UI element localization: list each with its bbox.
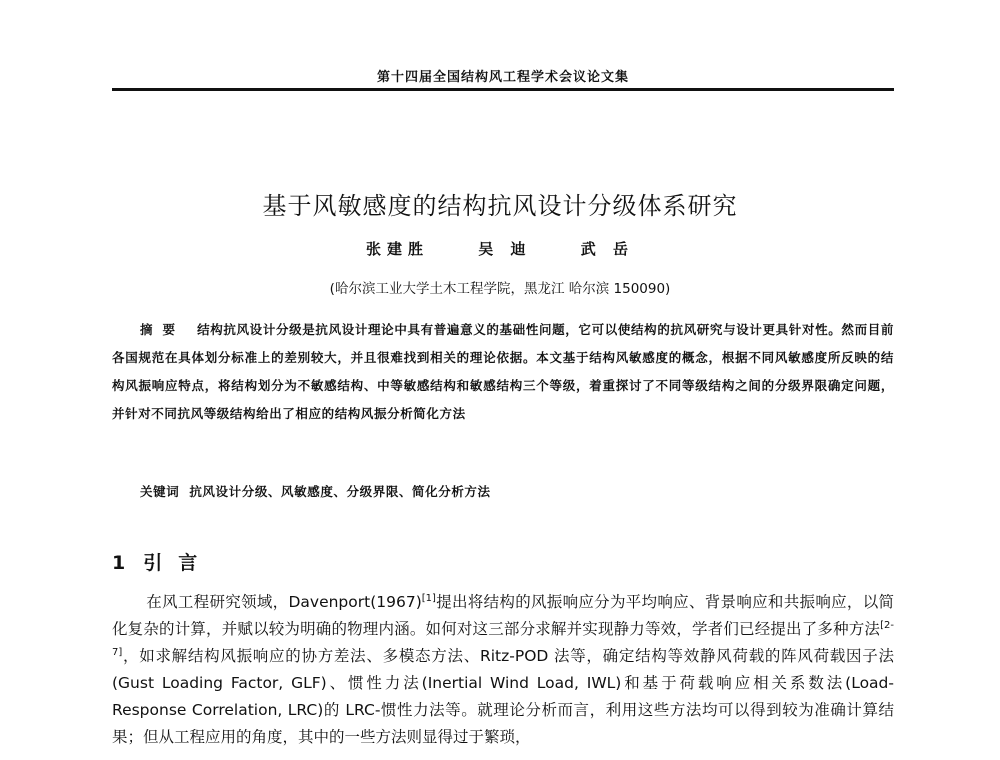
section-heading (112, 548, 213, 575)
body-text-part: 提出将结构的风振响应分为平均响应、背景响应和共振响应，以简化复杂的计算，并赋以较为明确的物理内涵。如何对这三部分求解并实现静力等效，学者们已经提出了多种方法 (112, 593, 894, 638)
body-text-part: 在风工程研究领域，Davenport(1967) (146, 593, 422, 611)
paper-title: 基于风敏感度的结构抗风设计分级体系研究 (262, 192, 738, 220)
keywords-label: 关键词 (140, 484, 180, 499)
abstract-label: 摘要 (140, 322, 186, 337)
section-number: 1 (112, 552, 126, 574)
author-list (0, 238, 1000, 259)
keywords (140, 480, 894, 504)
keywords-text: 抗风设计分级、风敏感度、分级界限、简化分析方法 (189, 484, 491, 499)
header-rule (112, 88, 894, 91)
author: 吴 迪 (478, 240, 532, 258)
running-header: 第十四届全国结构风工程学术会议论文集 (376, 70, 629, 85)
abstract-text: 结构抗风设计分级是抗风设计理论中具有普遍意义的基础性问题，它可以使结构的抗风研究与设计更具针对性。然而目前各国规范在具体划分标准上的差别较大，并且很难找到相关的理论依据。本文基于结构风敏感度的概念，根据不同风敏感度所反映的结构风振响应特点，将结构划分为不敏感结构、中等敏感结构和敏感结构三个等级，着重探讨了不同等级结构之间的分级界限确定问题，并针对不同抗风等级结构给出了相应的结构风振分析简化方法 (112, 322, 894, 421)
abstract (112, 316, 894, 428)
author: 张建胜 (366, 240, 430, 258)
citation-ref: [2-7] (112, 620, 894, 658)
citation-ref: [1] (421, 593, 436, 604)
author: 武 岳 (580, 240, 634, 258)
body-text-part: ，如求解结构风振响应的协方差法、多模态方法、Ritz-POD 法等，确定结构等效静风荷载的阵风荷载因子法(Gust Loading Factor, GLF)、惯性力法(Inertial Wind Load, IWL)和基于荷载响应相关系数法(Load-Response Correlation, LRC)的 LRC-惯性力法等。就理论分析而言，利用这些方法均可以得到较为准确计算结果；但从工程应用的角度，其中的一些方法则显得过于繁琐， (112, 647, 894, 746)
body-paragraph (112, 589, 894, 751)
section-title: 引言 (143, 552, 214, 574)
affiliation: (哈尔滨工业大学土木工程学院，黑龙江 哈尔滨 150090) (329, 281, 671, 297)
